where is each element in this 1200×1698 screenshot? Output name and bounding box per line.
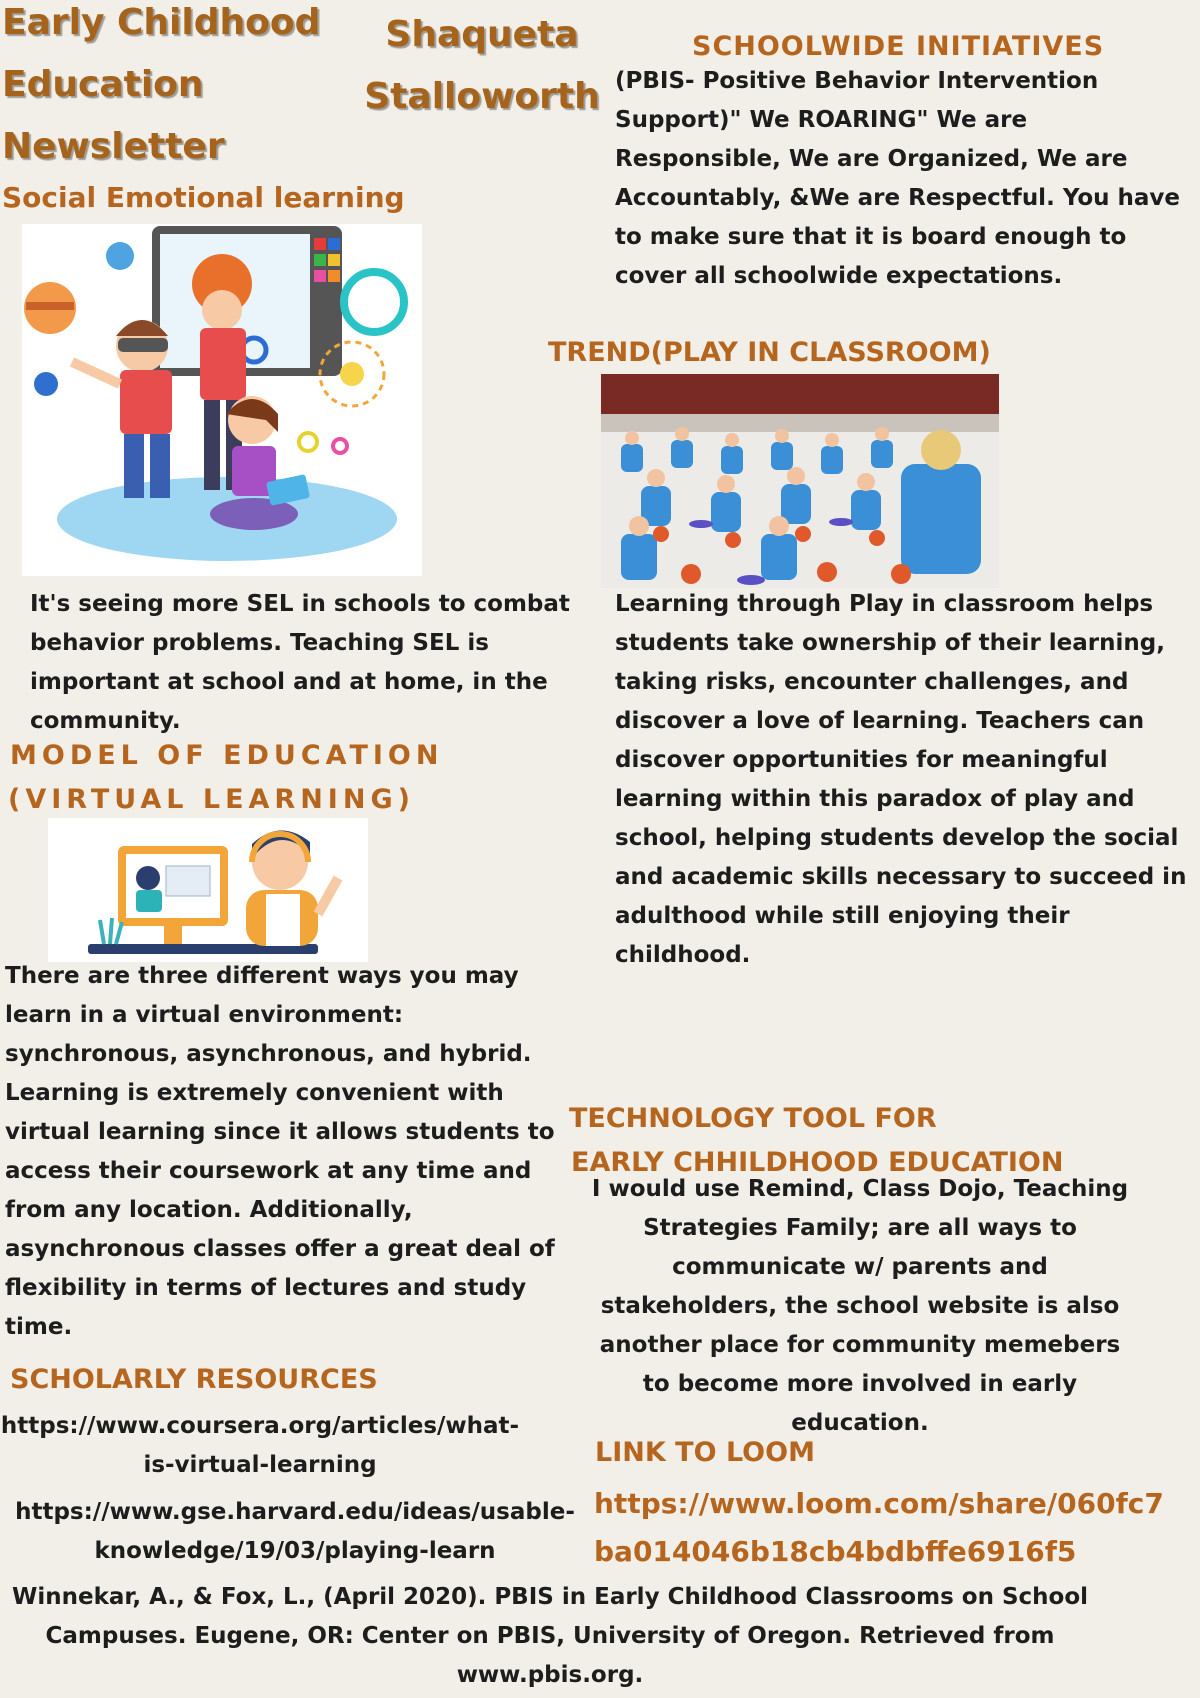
model-body: There are three different ways you may learn in a virtual environment: synchronous, asynchronous, and hybrid. Learning is extremely convenient with virtual learning since it allows students to access their coursework at any time and from any location. Additionally, asynchronous classes offer a great deal of flexibility in terms of lectures and study time. <box>5 963 555 1340</box>
schoolwide-heading: SCHOOLWIDE INITIATIVES <box>692 31 1105 62</box>
technology-heading-line-1: TECHNOLOGY TOOL FOR <box>569 1103 937 1134</box>
citation: Winnekar, A., & Fox, L., (April 2020). PBIS in Early Childhood Classrooms on School Campuses. Eugene, OR: Center on PBIS, University of Oregon. Retrieved from www.pbis.org. <box>11 1584 1089 1688</box>
newsletter-title <box>2 0 362 178</box>
loom-heading: LINK TO LOOM <box>595 1437 815 1468</box>
resources-heading: SCHOLARLY RESOURCES <box>10 1364 378 1395</box>
technology-body: I would use Remind, Class Dojo, Teaching Strategies Family; are all ways to communicate w/ parents and stakeholders, the school website is also another place for community memebers to become more involved in early education. <box>591 1176 1129 1436</box>
sel-body: It's seeing more SEL in schools to combat behavior problems. Teaching SEL is important at school and at home, in the community. <box>30 591 570 734</box>
resource-link-1[interactable]: https://www.coursera.org/articles/what-is-virtual-learning <box>0 1413 520 1478</box>
technology-heading-line-2: EARLY CHHILDHOOD EDUCATION <box>571 1147 1064 1178</box>
virtual-learning-illustration <box>48 818 368 962</box>
author-line-2: Stalloworth <box>364 76 600 117</box>
resource-link-2[interactable]: https://www.gse.harvard.edu/ideas/usable-knowledge/19/03/playing-learn <box>15 1499 575 1564</box>
schoolwide-body: (PBIS- Positive Behavior Intervention Support)" We ROARING" We are Responsible, We are Organized, We are Accountably, &We are Respectful. You have to make sure that it is board enough to cover all schoolwide expectations. <box>615 68 1181 289</box>
title-line-3: Newsletter <box>2 126 225 167</box>
author-name <box>352 4 612 128</box>
model-heading-line-1: MODEL OF EDUCATION <box>10 740 444 771</box>
sel-heading: Social Emotional learning <box>2 181 405 214</box>
trend-body: Learning through Play in classroom helps students take ownership of their learning, taking risks, encounter challenges, and discover a love of learning. Teachers can discover opportunities for meaningful learning within this paradox of play and school, helping students develop the social and academic skills necessary to succeed in adulthood while still enjoying their childhood. <box>615 591 1187 968</box>
title-line-1: Early Childhood <box>2 2 321 43</box>
author-line-1: Shaqueta <box>385 14 579 55</box>
sel-illustration <box>22 224 422 576</box>
play-classroom-photo <box>601 374 999 588</box>
title-line-2: Education <box>2 64 204 105</box>
trend-heading: TREND(PLAY IN CLASSROOM) <box>548 337 991 368</box>
loom-link[interactable]: https://www.loom.com/share/060fc7ba014046b18cb4bdbffe6916f5 <box>594 1487 1164 1568</box>
model-heading-line-2: (VIRTUAL LEARNING) <box>8 784 415 815</box>
